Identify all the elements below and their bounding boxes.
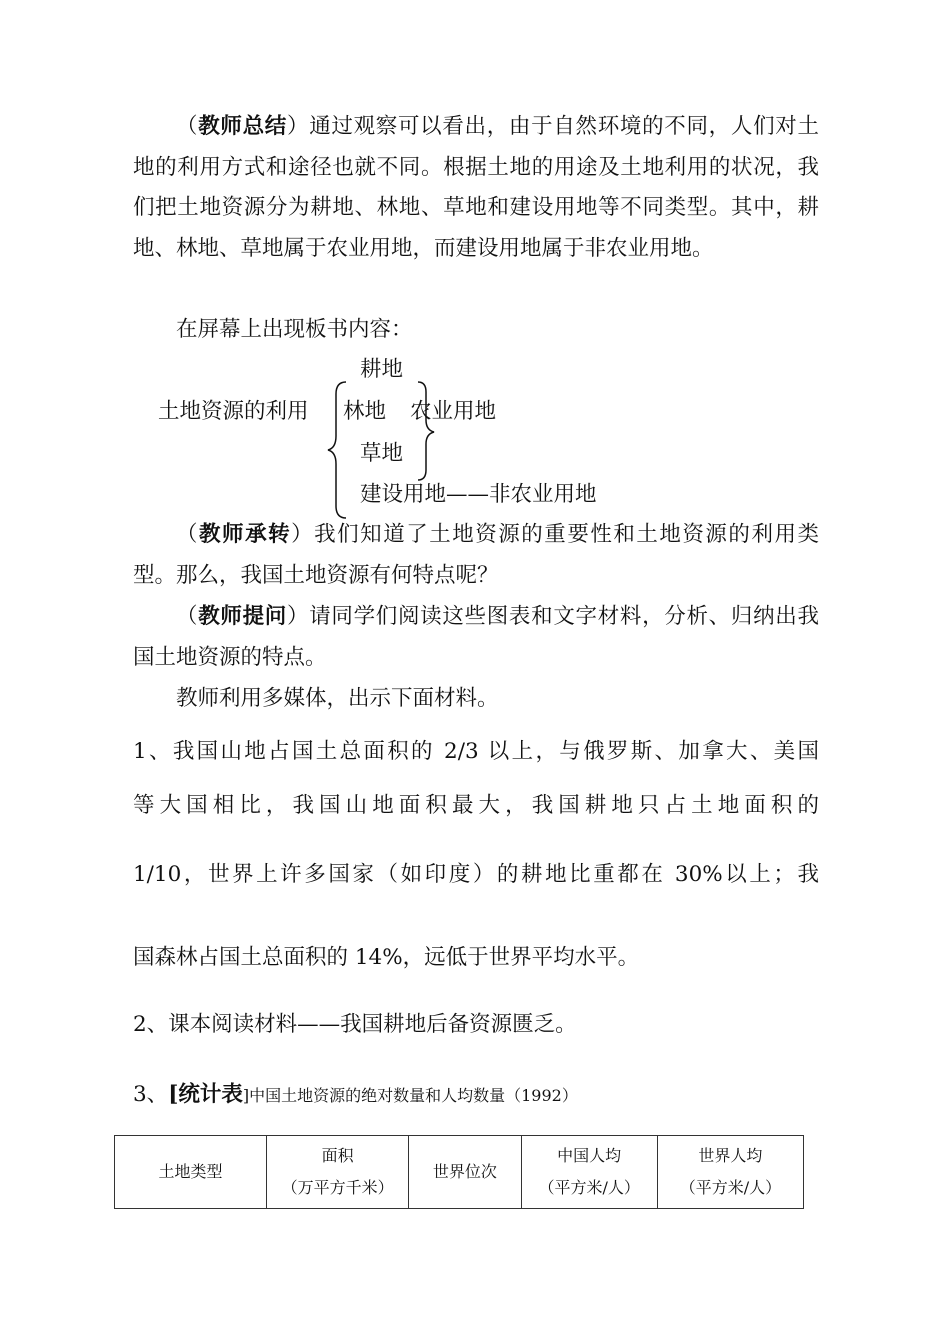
material3-label: [统计表 <box>168 1082 243 1107</box>
material3-heading <box>133 1080 819 1111</box>
diagram-group-agricultural: 农业用地 <box>410 399 497 424</box>
diagram-item-grass: 草地 <box>360 441 404 466</box>
material2: 2、课本阅读材料——我国耕地后备资源匮乏。 <box>133 1012 577 1037</box>
material1-line4: 国森林占国土总面积的 14%，远低于世界平均水平。 <box>133 945 640 970</box>
summary-label: 教师总结 <box>198 114 287 139</box>
diagram-item-construction: 建设用地——非农业用地 <box>360 482 597 507</box>
question-text: 请同学们阅读这些图表和文字材料，分析、归纳出我国土地资源的特点。 <box>133 604 819 670</box>
table-header-cell: 世界位次 <box>409 1136 521 1209</box>
right-brace-icon <box>416 380 438 482</box>
diagram-root: 土地资源的利用 <box>158 399 309 424</box>
transition-text: 我们知道了土地资源的重要性和土地资源的利用类型。那么，我国土地资源有何特点呢？ <box>133 522 819 588</box>
question-label-close: ） <box>286 604 310 629</box>
material3-title: 中国土地资源的绝对数量和人均数量（1992） <box>249 1086 578 1105</box>
transition-paragraph <box>133 515 819 596</box>
material1-line2: 等大国相比，我国山地面积最大，我国耕地只占土地面积的 <box>133 793 819 818</box>
summary-text: 通过观察可以看出，由于自然环境的不同，人们对土地的利用方式和途径也就不同。根据土地的用途及土地利用的状况，我们把土地资源分为耕地、林地、草地和建设用地等不同类型。其中，耕地、林地、草地属于农业用地，而建设用地属于非农业用地。 <box>133 114 819 261</box>
board-intro: 在屏幕上出现板书内容： <box>176 317 413 342</box>
material3-prefix: 3、 <box>133 1082 169 1107</box>
question-paragraph <box>133 597 819 678</box>
table-header-row <box>115 1136 804 1209</box>
diagram-item-forest: 林地 <box>343 399 387 424</box>
summary-label-close: ） <box>286 114 310 139</box>
table-header-cell: 面积 （万平方千米） <box>267 1136 409 1209</box>
question-label: 教师提问 <box>198 604 287 629</box>
stat-table <box>114 1135 804 1209</box>
media-intro: 教师利用多媒体，出示下面材料。 <box>176 686 499 711</box>
table-header-cell: 土地类型 <box>115 1136 267 1209</box>
material1-line1: 1、我国山地占国土总面积的 2/3 以上，与俄罗斯、加拿大、美国 <box>133 739 819 764</box>
summary-label-open: （ <box>176 114 199 139</box>
summary-paragraph <box>133 107 819 269</box>
transition-label-open: （ <box>176 522 200 547</box>
table-header-cell: 世界人均 （平方米/人） <box>657 1136 803 1209</box>
transition-label-close: ） <box>291 522 315 547</box>
transition-label: 教师承转 <box>199 522 292 547</box>
material3-bracket: ] <box>242 1086 250 1105</box>
table-header-cell: 中国人均 （平方米/人） <box>521 1136 657 1209</box>
question-label-open: （ <box>176 604 199 629</box>
material1-line3: 1/10，世界上许多国家（如印度）的耕地比重都在 30%以上；我 <box>133 862 819 887</box>
diagram-item-farmland: 耕地 <box>360 357 404 382</box>
